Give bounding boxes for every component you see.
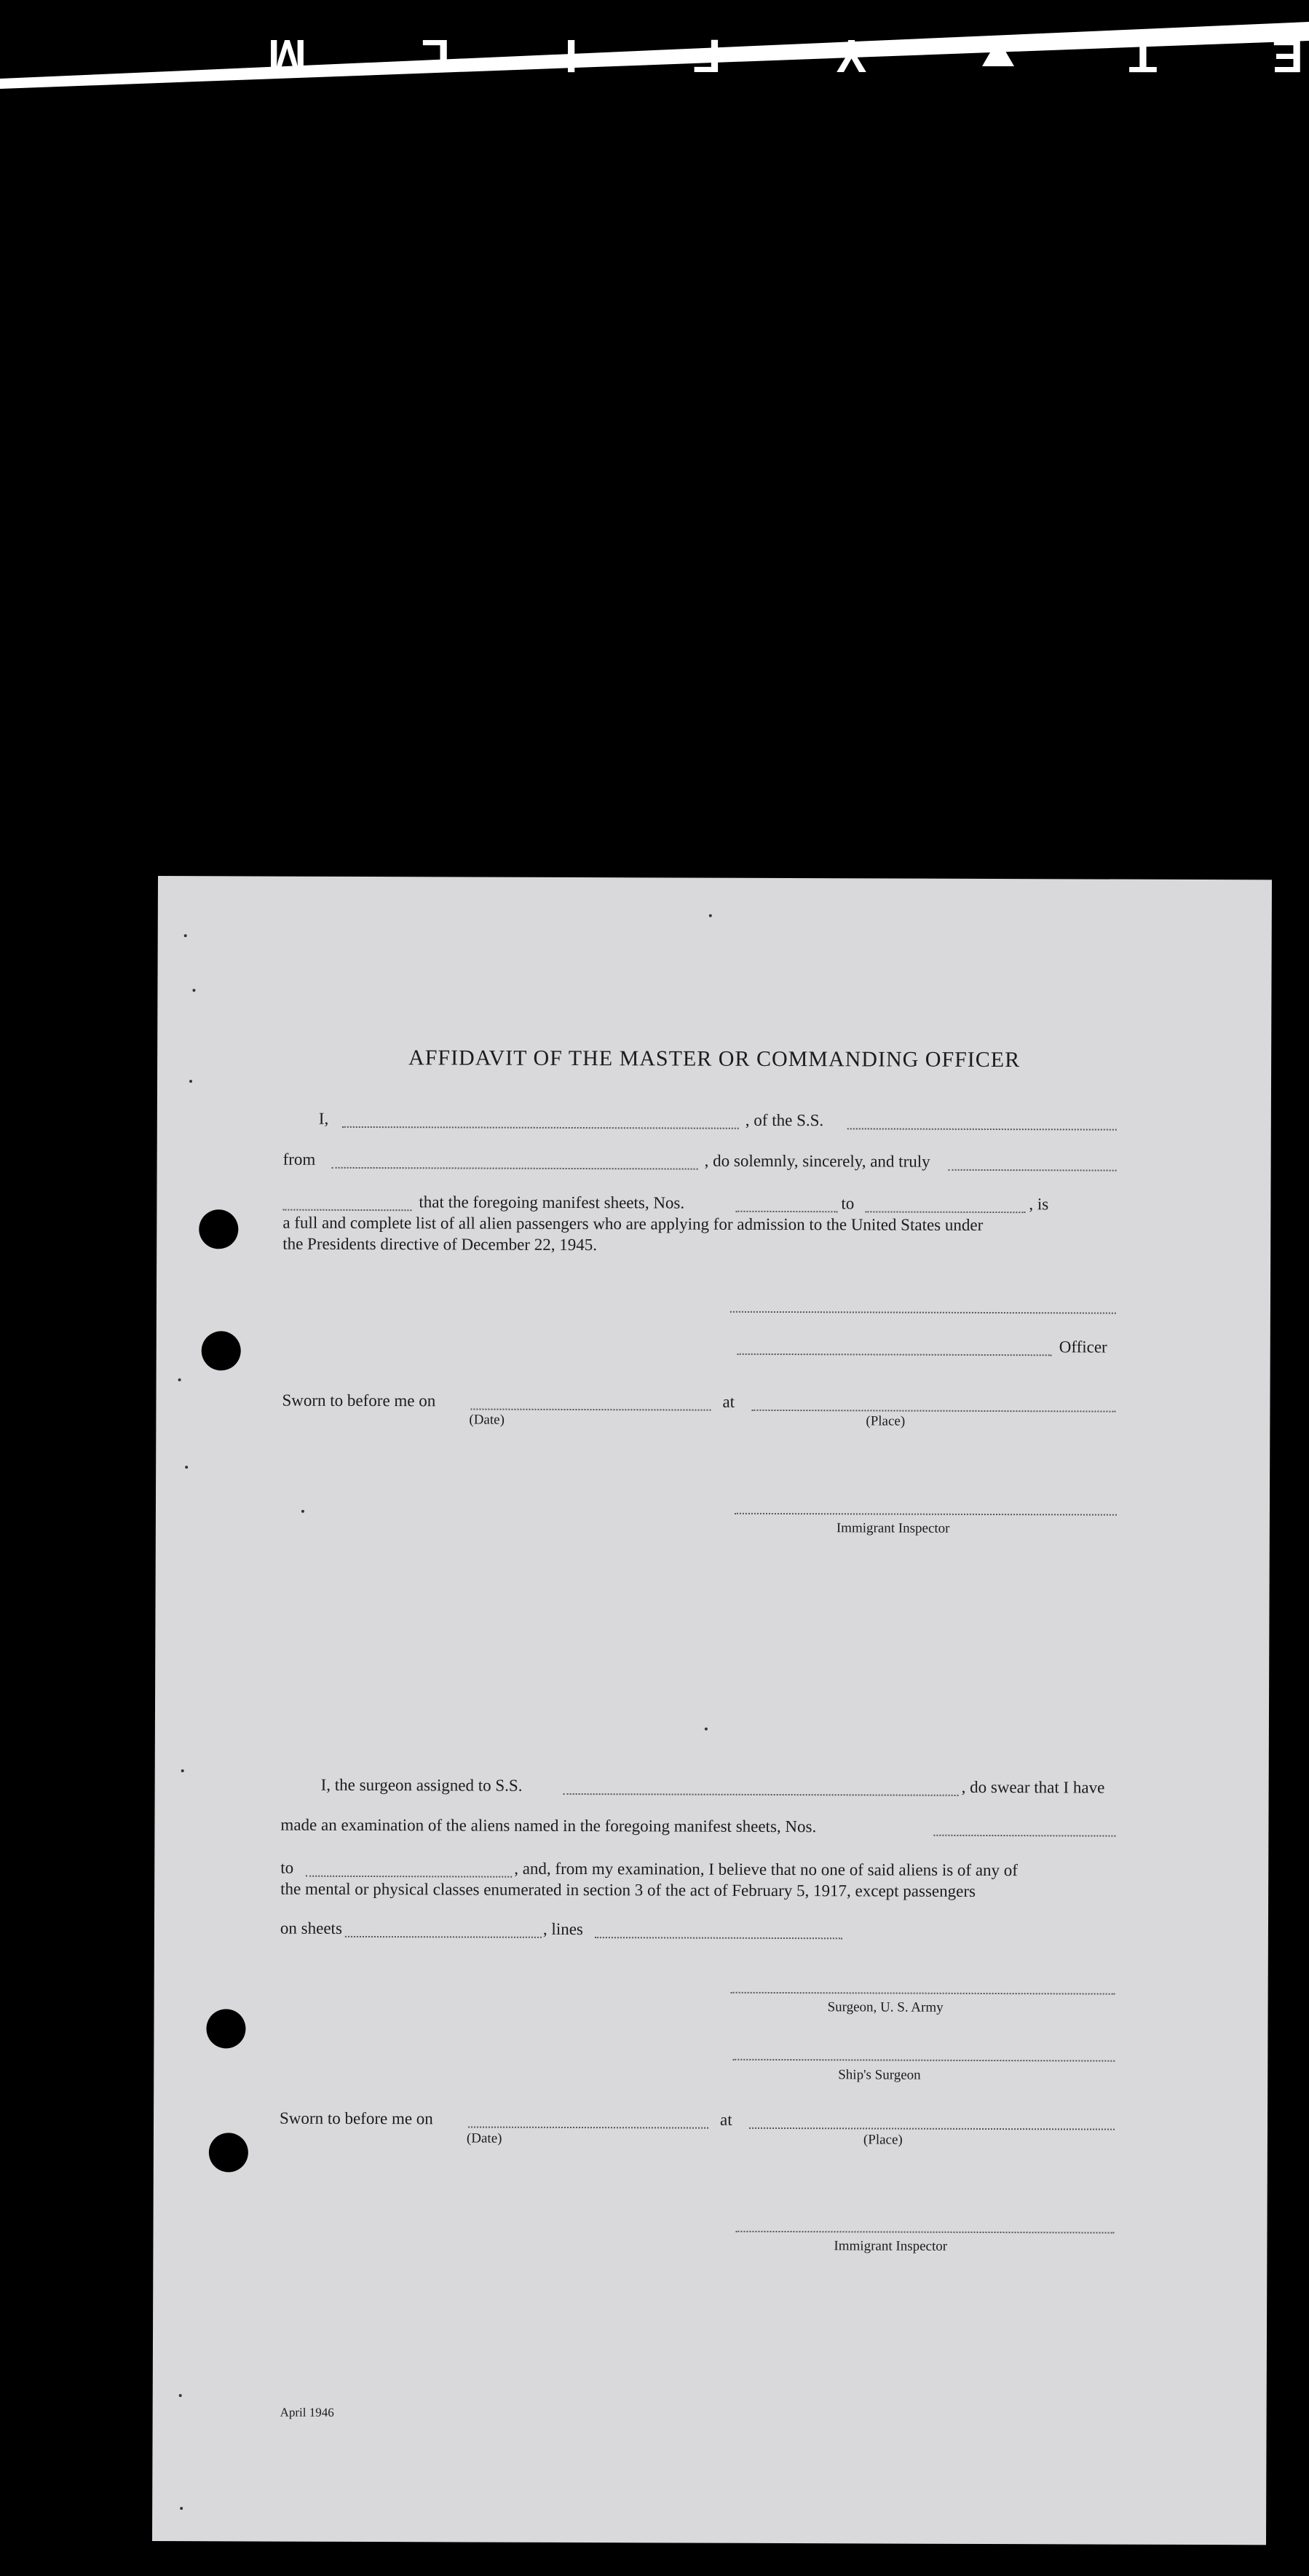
surgeon-finding-text: , and, from my examination, I believe that no one of said aliens is of any of: [514, 1859, 1019, 1880]
army-surgeon-label: Surgeon, U. S. Army: [827, 1999, 944, 2015]
film-letter: T: [1077, 30, 1158, 82]
army-surgeon-signature-field[interactable]: [731, 1992, 1115, 1995]
film-letter: I: [513, 30, 578, 82]
ship-surgeon-signature-field[interactable]: [732, 2059, 1115, 2062]
master-statement-line: a full and complete list of all alien passengers who are applying for admission to the United States under: [282, 1213, 984, 1234]
master-from-label: from: [282, 1150, 316, 1169]
master-sheet-to-field[interactable]: [865, 1211, 1025, 1213]
master-place-caption: (Place): [866, 1413, 906, 1429]
master-name-field[interactable]: [342, 1126, 739, 1129]
officer-label: Officer: [1059, 1338, 1107, 1356]
microfilm-header-strip: [0, 0, 1309, 124]
master-from-field[interactable]: [332, 1167, 698, 1170]
surgeon-date-caption: (Date): [466, 2130, 502, 2146]
master-at-label: at: [722, 1392, 735, 1411]
film-letter: E: [1221, 30, 1303, 82]
master-ship-field[interactable]: [847, 1128, 1117, 1130]
master-swear-text: , do solemnly, sincerely, and truly: [704, 1151, 930, 1171]
master-inspector-label: Immigrant Inspector: [836, 1520, 950, 1536]
surgeon-sheet-to-field[interactable]: [306, 1876, 512, 1878]
master-to-label: to: [841, 1194, 855, 1213]
triangle-marker-icon: [982, 39, 1014, 66]
master-directive-line: the Presidents directive of December 22, 1945.: [282, 1234, 598, 1255]
master-is-text: , is: [1029, 1195, 1049, 1214]
surgeon-sheets-label: on sheets: [280, 1919, 342, 1937]
surgeon-at-label: at: [719, 2110, 732, 2129]
ship-surgeon-label: Ship's Surgeon: [838, 2067, 921, 2083]
surgeon-sworn-place-field[interactable]: [749, 2127, 1115, 2130]
master-signature-field[interactable]: [730, 1311, 1116, 1314]
form-title: AFFIDAVIT OF THE MASTER OR COMMANDING OFFICER: [408, 1046, 1021, 1072]
surgeon-exam-text: made an examination of the aliens named in the foregoing manifest sheets, Nos.: [280, 1815, 817, 1836]
master-manifest-text: that the foregoing manifest sheets, Nos.: [419, 1193, 685, 1212]
surgeon-lines-label: , lines: [542, 1919, 583, 1939]
surgeon-ship-field[interactable]: [563, 1793, 959, 1796]
master-i-label: I,: [318, 1109, 329, 1128]
film-label: [216, 29, 1303, 83]
surgeon-intro-text: I, the surgeon assigned to S.S.: [320, 1775, 523, 1795]
affidavit-page: [152, 876, 1272, 2545]
surgeon-sheet-from-field[interactable]: [933, 1835, 1115, 1837]
master-ss-label: , of the S.S.: [745, 1110, 824, 1130]
master-inspector-signature-field[interactable]: [735, 1513, 1117, 1516]
master-sheet-from-field[interactable]: [735, 1211, 837, 1212]
master-truly-cont-field[interactable]: [282, 1209, 411, 1212]
surgeon-place-caption: (Place): [863, 2132, 903, 2148]
master-truly-field[interactable]: [949, 1169, 1117, 1172]
film-letter: L: [370, 30, 450, 82]
surgeon-inspector-signature-field[interactable]: [736, 2231, 1115, 2234]
film-letter: Y: [785, 30, 867, 82]
surgeon-sworn-label: Sworn to before me on: [280, 2109, 433, 2128]
affidavit-form: [152, 876, 1272, 2545]
surgeon-swear-text: , do swear that I have: [961, 1777, 1105, 1797]
master-sworn-place-field[interactable]: [751, 1410, 1115, 1413]
surgeon-except-lines-field[interactable]: [595, 1937, 842, 1939]
master-sworn-date-field[interactable]: [470, 1409, 711, 1411]
surgeon-except-sheets-field[interactable]: [345, 1936, 542, 1938]
surgeon-sworn-date-field[interactable]: [468, 2126, 708, 2128]
officer-signature-field[interactable]: [737, 1354, 1052, 1356]
master-sworn-label: Sworn to before me on: [282, 1391, 436, 1410]
form-revision-date: April 1946: [280, 2405, 334, 2419]
surgeon-to-label: to: [280, 1858, 294, 1877]
surgeon-classes-text: the mental or physical classes enumerated in section 3 of the act of February 5, 1917, except passengers: [280, 1879, 976, 1900]
film-letter: F: [641, 30, 721, 82]
surgeon-inspector-label: Immigrant Inspector: [834, 2238, 948, 2254]
master-date-caption: (Date): [469, 1412, 505, 1428]
film-letter: M: [216, 30, 307, 82]
